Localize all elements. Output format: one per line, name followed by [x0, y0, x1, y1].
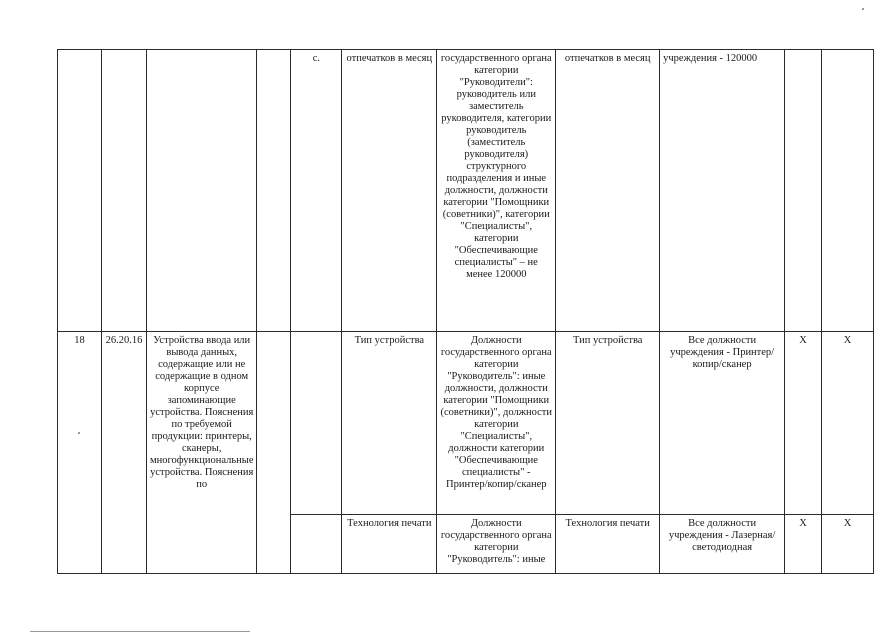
- cell-empty: [822, 50, 874, 332]
- cell-empty: [257, 50, 291, 332]
- cell-value-2: Все должности учреждения - Принтер/копир/сканер: [660, 332, 785, 515]
- cell-characteristic: отпечатков в месяц: [342, 50, 437, 332]
- scan-artifact-line: [30, 631, 250, 632]
- cell-value: Должности государственного органа категории "Руководитель": иные: [437, 515, 556, 574]
- cell-characteristic: Технология печати: [342, 515, 437, 574]
- cell-okpd-code: 26.20.16: [101, 332, 146, 574]
- cell-characteristic-2: Тип устройства: [556, 332, 660, 515]
- cell-number-empty: [58, 50, 102, 332]
- cell-x-mark: X: [822, 515, 874, 574]
- cell-empty: [291, 515, 342, 574]
- scan-speck: [862, 8, 864, 10]
- cell-x-mark: X: [785, 515, 822, 574]
- scan-speck: [78, 432, 80, 434]
- cell-empty: [785, 50, 822, 332]
- cell-value: Должности государственного органа категории "Руководитель": иные должности, должности категории "Помощники (советники)", должности категории "Специалисты", должности категории "Обеспечивающие специалисты" - Принтер/копир/сканер: [437, 332, 556, 515]
- cell-value: государственного органа категории "Руководители": руководитель или заместитель руководителя, категории руководитель (заместитель руководителя) структурного подразделения и иные должности, должности категории "Помощники (советники)", категории "Специалисты", категории "Обеспечивающие специалисты" – не менее 120000: [437, 50, 556, 332]
- cell-empty: [291, 332, 342, 515]
- cell-number: 18: [58, 332, 102, 574]
- cell-code-empty: [101, 50, 146, 332]
- requirements-table: [57, 49, 874, 574]
- cell-name-empty: [146, 50, 257, 332]
- cell-unit: с.: [291, 50, 342, 332]
- table-row-continuation: [58, 50, 874, 332]
- cell-product-name: Устройства ввода или вывода данных, содержащие или не содержащие в одном корпусе запоминающие устройства. Пояснения по требуемой продукции: принтеры, сканеры, многофункциональные устройства. Пояснения по: [146, 332, 257, 574]
- cell-characteristic-2: отпечатков в месяц: [556, 50, 660, 332]
- cell-empty: [257, 332, 291, 574]
- cell-characteristic-2: Технология печати: [556, 515, 660, 574]
- cell-value-2: учреждения - 120000: [660, 50, 785, 332]
- cell-x-mark: X: [822, 332, 874, 515]
- cell-x-mark: X: [785, 332, 822, 515]
- cell-characteristic: Тип устройства: [342, 332, 437, 515]
- table-row-18: [58, 332, 874, 515]
- cell-value-2: Все должности учреждения - Лазерная/светодиодная: [660, 515, 785, 574]
